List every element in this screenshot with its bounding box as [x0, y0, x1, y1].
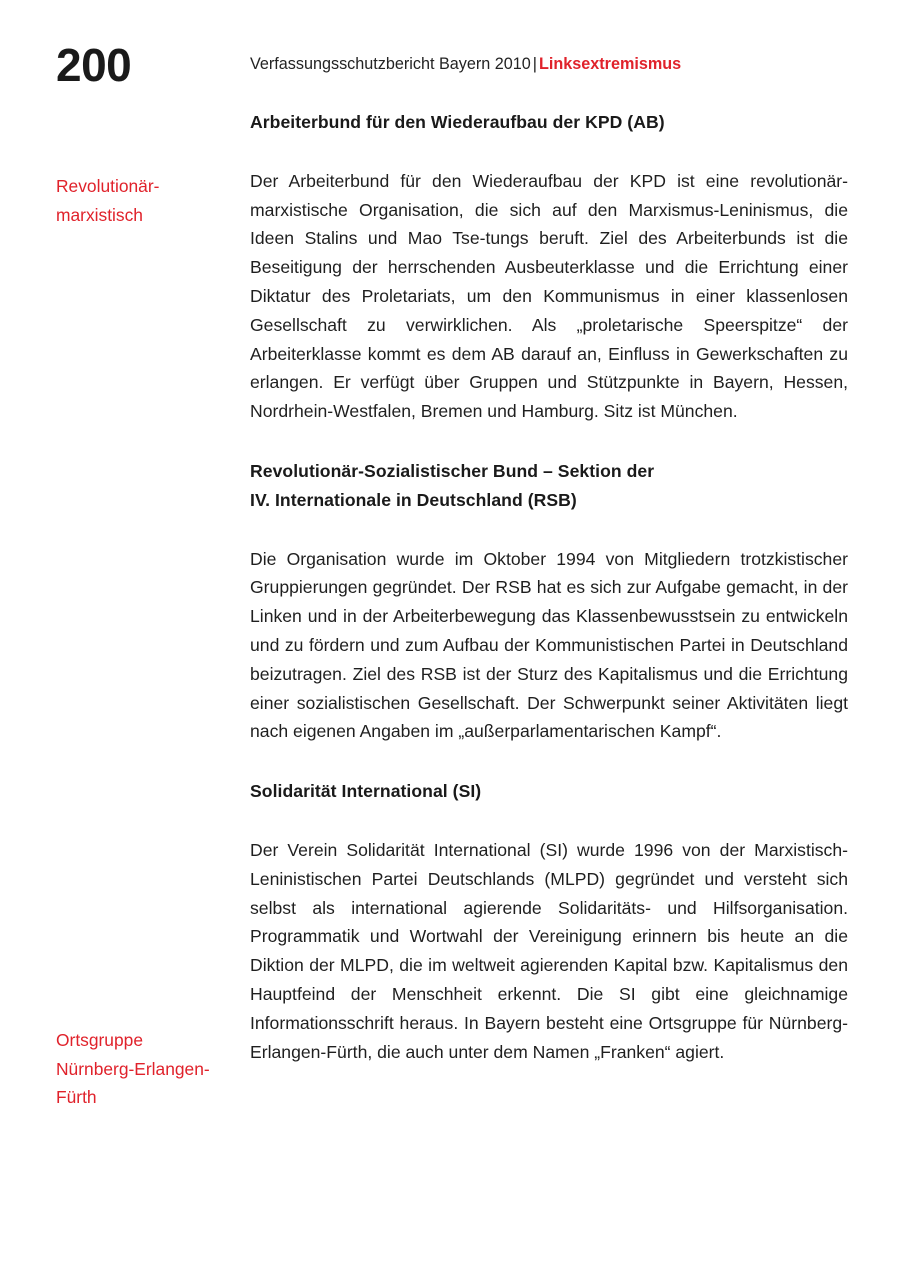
section-body-rsb: Die Organisation wurde im Oktober 1994 von Mitgliedern trotzkistischer Gruppierungen gegründet. Der RSB hat es sich zur Aufgabe gemacht, in der Linken und in der Arbeiterbewegung das Klassenbewusstsein zu entwickeln und zu fördern und zum Aufbau der Kommunistischen Partei in Deutschland beizutragen. Ziel des RSB ist der Sturz des Kapitalismus und die Errichtung einer sozialistischen Gesellschaft. Der Schwerpunkt seiner Aktivitäten liegt nach eigenen Angaben im „außerparlamentarischen Kampf“.: [250, 548, 848, 742]
section-heading-si: [250, 777, 848, 806]
section-body-ab: Der Arbeiterbund für den Wiederaufbau der KPD ist eine revolutionär-marxistische Organisation, die sich auf den Marxismus-Leninismus, die Ideen Stalins und Mao Tse-tungs beruft. Ziel des Arbeiterbunds ist die Beseitigung der herrschenden Ausbeuterklasse und die Errichtung einer Diktatur des Proletariats, um den Kommunismus in einer klassenlosen Gesellschaft zu verwirklichen. Als „proletarische Speerspitze“ der Arbeiterklasse kommt es dem AB darauf an, Einfluss in Gewerkschaften zu erlangen. Er verfügt über Gruppen und Stützpunkte in Bayern, Hessen, Nordrhein-Westfalen, Bremen und Hamburg. Sitz ist München.: [250, 170, 848, 422]
spacer: [250, 515, 848, 545]
running-head-title: Verfassungsschutzbericht Bayern 2010: [250, 55, 531, 73]
running-head-section: Linksextremismus: [538, 55, 682, 73]
margin-note-revolutionaer-marxistisch: [56, 172, 242, 229]
section-body-si: Der Verein Solidarität International (SI) wurde 1996 von der Marxistisch-Leninistischen Partei Deutschlands (MLPD) gegründet und versteht sich selbst als international agierende Solidaritäts- und Hilfsorganisation. Programmatik und Wortwahl der Vereinigung erinnern bis heute an die Diktion der MLPD, die im weltweit agierenden Kapital bzw. Kapitalismus den Hauptfeind der Menschheit erkennt. Die SI gibt eine gleichnamige Informationsschrift heraus. In Bayern besteht eine Ortsgruppe für Nürnberg-Erlangen-Fürth, die auch unter dem Namen „Franken“ agiert.: [250, 839, 848, 1062]
section-heading-ab: [250, 108, 848, 137]
section-heading-line: Solidarität International (SI): [250, 781, 482, 802]
spacer: [250, 806, 848, 836]
margin-note-line: Ortsgruppe: [56, 1030, 143, 1050]
spacer: [250, 137, 848, 167]
page-header: [0, 39, 900, 102]
margin-note-line: Nürnberg-Erlangen-: [56, 1058, 210, 1079]
running-head: [250, 54, 681, 75]
margin-note-line: marxistisch: [56, 204, 143, 225]
margin-note-line: Fürth: [56, 1087, 97, 1108]
running-head-separator: |: [532, 55, 537, 73]
margin-note-line: Revolutionär-: [56, 176, 160, 196]
main-text-column: [250, 108, 848, 1066]
margin-note-ortsgruppe: [56, 1026, 242, 1112]
section-heading-line: IV. Internationale in Deutschland (RSB): [250, 489, 577, 510]
spacer: [250, 746, 848, 777]
page-number: 200: [56, 39, 132, 91]
section-heading-line: Revolutionär-Sozialistischer Bund – Sektion der: [250, 460, 655, 481]
spacer: [250, 426, 848, 457]
section-heading-rsb: [250, 457, 848, 515]
section-heading-line: Arbeiterbund für den Wiederaufbau der KPD (AB): [250, 112, 665, 132]
